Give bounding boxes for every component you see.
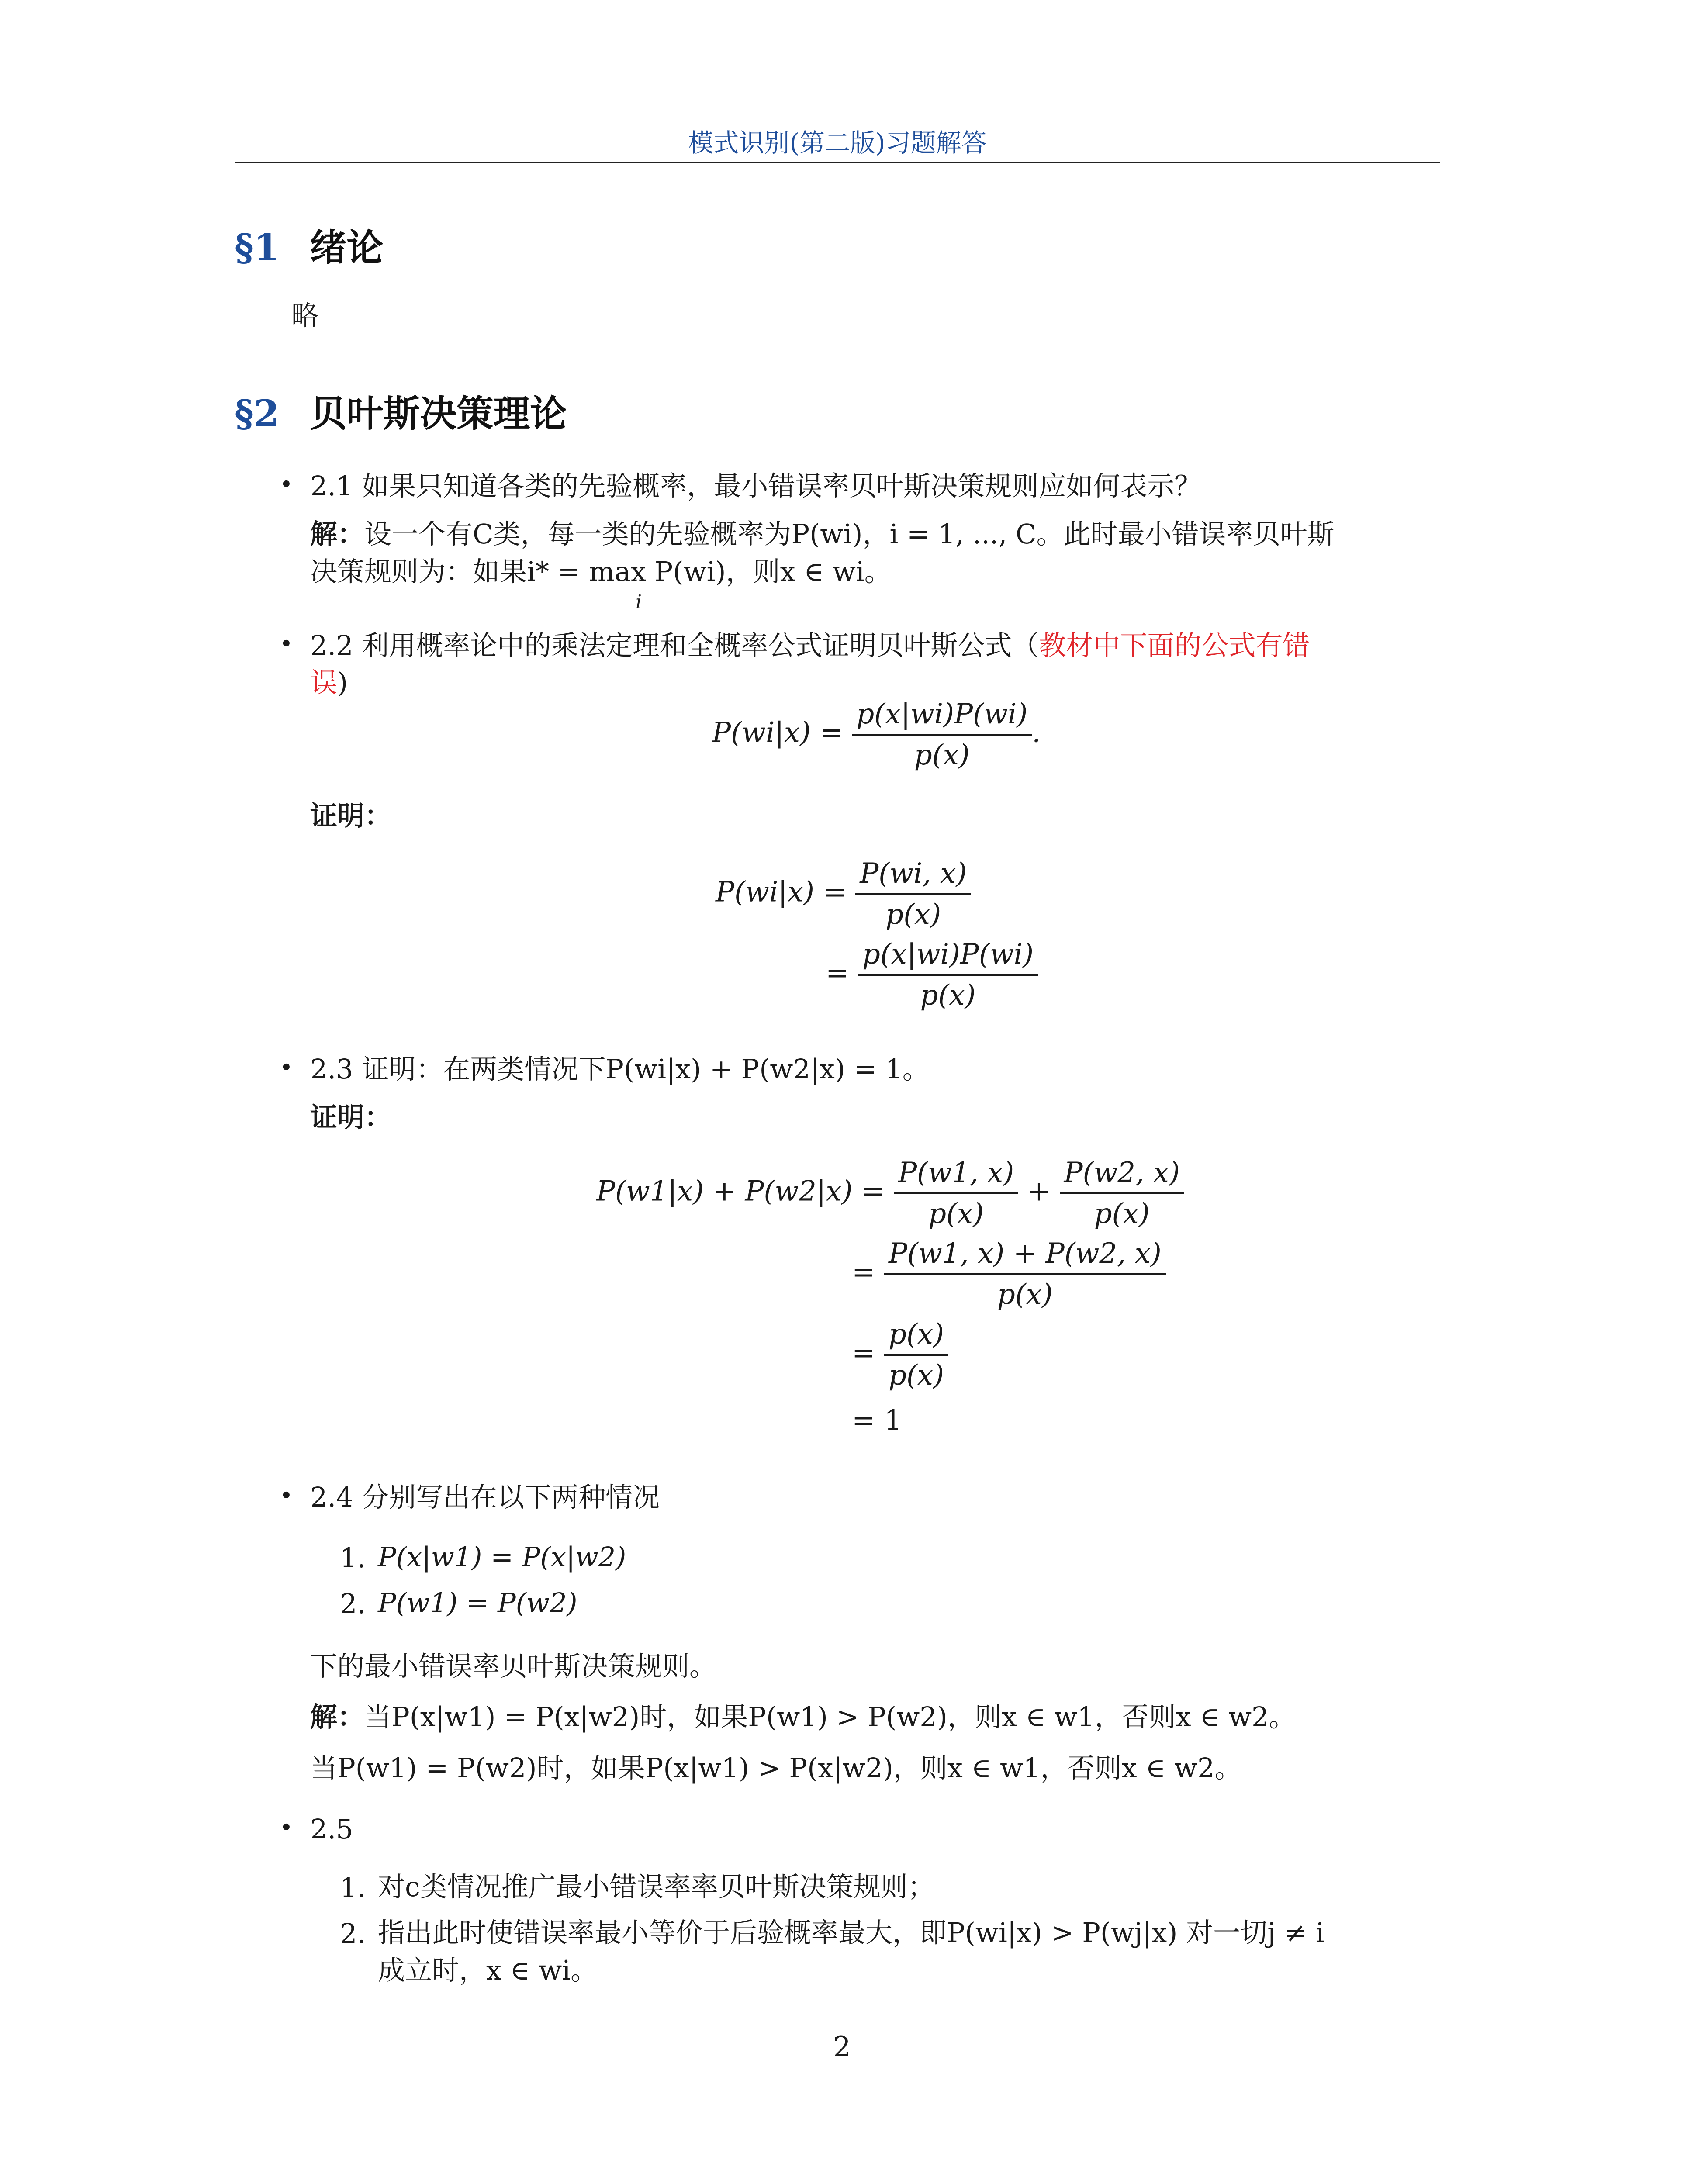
running-head: 模式识别(第二版)习题解答 bbox=[688, 128, 987, 158]
enum-2-4-2-number: 2. bbox=[340, 1588, 366, 1620]
proof-2-3-step2: = $\frac{P(w1, x) + P(w2, x)}{p(x)}$ bbox=[852, 1234, 1166, 1314]
proof-2-3-result: = 1 bbox=[852, 1404, 902, 1437]
enum-2-5-2-line1: 指出此时使错误率最小等价于后验概率最大，即P(wi|x) > P(wj|x) 对一切j ≠ i bbox=[378, 1917, 1324, 1949]
section-1-heading bbox=[235, 218, 383, 271]
proof-label-2-2: 证明： bbox=[310, 800, 392, 832]
header-rule bbox=[235, 162, 1440, 163]
bullet-2-5: • bbox=[280, 1815, 293, 1841]
section-2-heading bbox=[235, 384, 567, 437]
enum-2-4-2: P(w1) = P(w2) bbox=[378, 1587, 577, 1619]
question-2-2-line1: 2.2 利用概率论中的乘法定理和全概率公式证明贝叶斯公式（教材中下面的公式有错 bbox=[310, 629, 1310, 661]
max-subscript: i bbox=[636, 591, 642, 613]
section-2-number: §2 bbox=[235, 392, 280, 435]
proof-2-3-step3: = $\frac{p(x)}{p(x)}$ bbox=[852, 1315, 948, 1395]
proof-2-2-step1: P(wi|x) = $\frac{P(wi, x)}{p(x)}$ bbox=[716, 854, 971, 934]
section-1-number: §1 bbox=[235, 226, 280, 269]
enum-2-5-2-number: 2. bbox=[340, 1918, 366, 1949]
question-2-1: 2.1 如果只知道各类的先验概率，最小错误率贝叶斯决策规则应如何表示？ bbox=[310, 470, 1202, 502]
proof-label-2-3: 证明： bbox=[310, 1101, 392, 1133]
bayes-formula: P(wi|x) = $\frac{p(x|wi)P(wi)}{p(x)}$ . bbox=[712, 695, 1041, 775]
section-1-title: 绪论 bbox=[310, 226, 384, 269]
erratum-note: 教材中下面的公式有错 bbox=[1039, 629, 1310, 661]
proof-2-2-step2: = $\frac{p(x|wi)P(wi)}{p(x)}$ bbox=[826, 935, 1038, 1015]
solution-2-4-line1: 解：当P(x|w1) = P(x|w2)时，如果P(w1) > P(w2)，则x ∈ w1，否则x ∈ w2。 bbox=[310, 1701, 1296, 1733]
enum-2-4-1-number: 1. bbox=[340, 1542, 366, 1574]
question-2-4: 2.4 分别写出在以下两种情况 bbox=[310, 1481, 660, 1513]
solution-2-1-line1: 解：设一个有C类，每一类的先验概率为P(wi)，i = 1, ..., C。此时最小错误率贝叶斯 bbox=[310, 518, 1335, 550]
solution-2-1-line2: 决策规则为：如果i* = max P(wi)，则x ∈ wi。 bbox=[310, 556, 892, 587]
enum-2-5-1: 对c类情况推广最小错误率率贝叶斯决策规则； bbox=[378, 1871, 935, 1903]
section-1-body: 略 bbox=[291, 300, 319, 332]
bullet-2-1: • bbox=[280, 472, 293, 498]
proof-2-3-step1: P(w1|x) + P(w2|x) = $\frac{P(w1, x)}{p(x)}$ + $\frac{P(w2, x)}{p(x)}$ bbox=[596, 1153, 1184, 1234]
bullet-2-2: • bbox=[280, 631, 293, 657]
solution-label: 解： bbox=[310, 518, 365, 550]
bullet-2-3: • bbox=[280, 1055, 293, 1081]
enum-2-4-1: P(x|w1) = P(x|w2) bbox=[378, 1541, 626, 1573]
section-2-title: 贝叶斯决策理论 bbox=[310, 392, 567, 435]
page-number: 2 bbox=[833, 2031, 851, 2063]
enum-2-5-2-line2: 成立时，x ∈ wi。 bbox=[378, 1954, 598, 1986]
question-2-5: 2.5 bbox=[310, 1813, 353, 1845]
bayes-fraction: $\frac{p(x|wi)P(wi)}{p(x)}$ bbox=[852, 695, 1032, 775]
enum-2-5-1-number: 1. bbox=[340, 1872, 366, 1904]
solution-2-4-line2: 当P(w1) = P(w2)时，如果P(x|w1) > P(x|w2)，则x ∈ w1，否则x ∈ w2。 bbox=[310, 1752, 1242, 1784]
question-2-4-tail: 下的最小错误率贝叶斯决策规则。 bbox=[310, 1650, 717, 1682]
bullet-2-4: • bbox=[280, 1483, 293, 1509]
question-2-3: 2.3 证明：在两类情况下P(wi|x) + P(w2|x) = 1。 bbox=[310, 1053, 930, 1085]
question-2-2-line2: 误) bbox=[310, 667, 348, 698]
